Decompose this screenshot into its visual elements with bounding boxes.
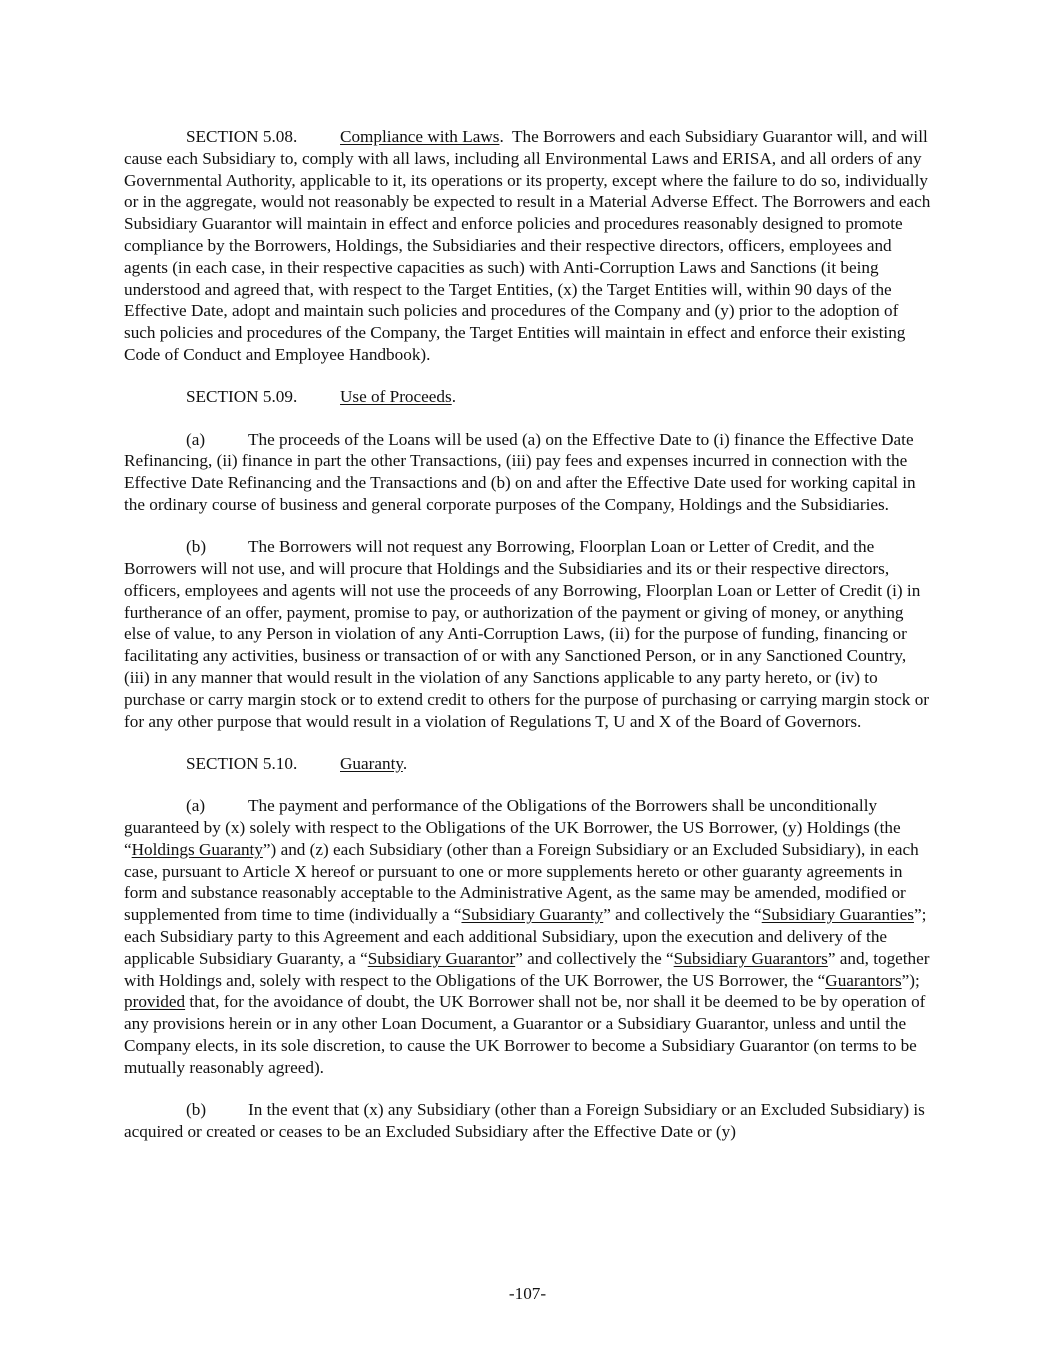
clause-text: The payment and performance of the Obligations of the Borrowers shall be unconditionally guaranteed by (x) solely with respect to the Obligations of the UK Borrower, the US Borrower, (y) Holdings (the “ bbox=[124, 796, 901, 859]
clause-label: (b) bbox=[186, 1100, 207, 1120]
document-page bbox=[124, 126, 934, 1163]
clause-text: ”; each Subsidiary party to this Agreement and each additional Subsidiary, upon the execution and delivery of the applicable Subsidiary Guaranty, a “ bbox=[124, 905, 927, 968]
clause-text: In the event that (x) any Subsidiary (other than a Foreign Subsidiary or an Excluded Subsidiary) is acquired or created or ceases to be an Excluded Subsidiary after the Effective Date or (y) bbox=[124, 1100, 925, 1141]
section-5-10-a-paragraph bbox=[124, 795, 934, 1078]
section-title-period: . bbox=[451, 387, 456, 407]
section-5-09-b-paragraph bbox=[124, 536, 934, 732]
section-title: Use of Proceeds bbox=[340, 387, 452, 407]
section-5-09-a-paragraph bbox=[124, 429, 934, 516]
defined-term: Holdings Guaranty bbox=[131, 839, 263, 859]
clause-label: (b) bbox=[186, 537, 207, 557]
clause-text: ” and collectively the “ bbox=[603, 905, 762, 925]
clause-text: ”) and (z) each Subsidiary (other than a Foreign Subsidiary or an Excluded Subsidiary), in each case, pursuant to Article X hereof or pursuant to one or more supplements hereto or other guaranty agreements in form and substance reasonably acceptable to the Administrative Agent, as the same may be amended, modified or supplemented from time to time (individually a “ bbox=[124, 839, 919, 925]
clause-label: (a) bbox=[186, 796, 206, 816]
section-5-08-paragraph bbox=[124, 126, 934, 366]
defined-term: Subsidiary Guarantors bbox=[673, 948, 828, 968]
defined-term: Subsidiary Guaranty bbox=[461, 905, 604, 925]
clause-label: (a) bbox=[186, 429, 206, 449]
section-5-09-heading bbox=[124, 386, 934, 408]
section-title: Guaranty bbox=[340, 753, 403, 773]
clause-text: ”); bbox=[901, 970, 920, 990]
section-title-period: . bbox=[499, 127, 504, 146]
clause-text: The proceeds of the Loans will be used (a) on the Effective Date to (i) finance the Effective Date Refinancing, (ii) finance in part the other Transactions, (iii) pay fees and expenses incurred in connection with the Effective Date Refinancing and the Transactions and (b) on and after the Effective Date used for working capital in the ordinary course of business and general corporate purposes of the Company, Holdings and the Subsidiaries. bbox=[124, 429, 916, 514]
defined-term: Subsidiary Guarantor bbox=[367, 948, 516, 968]
clause-text: The Borrowers will not request any Borrowing, Floorplan Loan or Letter of Credit, and the Borrowers will not use, and will procure that Holdings and the Subsidiaries and its or their respective directors, officers, employees and agents will not use the proceeds of any Borrowing, Floorplan Loan or Letter of Credit (i) in furtherance of an offer, payment, promise to pay, or authorization of the payment or giving of money, or anything else of value, to any Person in violation of any Anti-Corruption Laws, (ii) for the purpose of funding, financing or facilitating any activities, business or transaction of or with any Sanctioned Person, or in any Sanctioned Country, (iii) in any manner that would result in the violation of any Sanctions applicable to any party hereto, or (iv) to purchase or carry margin stock or to extend credit to others for the purpose of purchasing or carrying margin stock or for any other purpose that would result in a violation of Regulations T, U and X of the Board of Governors. bbox=[124, 537, 930, 731]
section-number: SECTION 5.08. bbox=[186, 127, 298, 146]
clause-text: ” and, together with Holdings and, solely with respect to the Obligations of the UK Borrower, the US Borrower, the “ bbox=[124, 948, 930, 990]
page-number: -107- bbox=[508, 1284, 547, 1303]
defined-term: Subsidiary Guaranties bbox=[761, 905, 914, 925]
clause-text: ” and collectively the “ bbox=[515, 948, 674, 968]
section-5-10-b-paragraph bbox=[124, 1099, 934, 1143]
section-number: SECTION 5.09. bbox=[186, 387, 298, 407]
section-5-10-heading bbox=[124, 753, 934, 775]
section-title: Compliance with Laws bbox=[340, 127, 500, 146]
section-body: The Borrowers and each Subsidiary Guarantor will, and will cause each Subsidiary to, comply with all laws, including all Environmental Laws and ERISA, and all orders of any Governmental Authority, applicable to it, its operations or its property, except where the failure to do so, individually or in the aggregate, would not reasonably be expected to result in a Material Adverse Effect. The Borrowers and each Subsidiary Guarantor will maintain in effect and enforce policies and procedures reasonably designed to promote compliance by the Borrowers, Holdings, the Subsidiaries and their respective directors, officers, employees and agents (in each case, in their respective capacities as such) with Anti-Corruption Laws and Sanctions (it being understood and agreed that, with respect to the Target Entities, (x) the Target Entities will, within 90 days of the Effective Date, adopt and maintain such policies and procedures of the Company and (y) prior to the adoption of such policies and procedures of the Company, the Target Entities will maintain in effect and enforce their existing Code of Conduct and Employee Handbook). bbox=[124, 127, 935, 364]
section-number: SECTION 5.10. bbox=[186, 753, 298, 773]
section-title-period: . bbox=[402, 753, 408, 773]
clause-text: that, for the avoidance of doubt, the UK Borrower shall not be, nor shall it be deemed to be by operation of any provisions herein or in any other Loan Document, a Guarantor or a Subsidiary Guarantor, unless and until the Company elects, in its sole discretion, to cause the UK Borrower to become a Subsidiary Guarantor (on terms to be mutually reasonably agreed). bbox=[124, 992, 926, 1077]
proviso-term: provided bbox=[124, 992, 186, 1012]
defined-term: Guarantors bbox=[825, 970, 902, 990]
